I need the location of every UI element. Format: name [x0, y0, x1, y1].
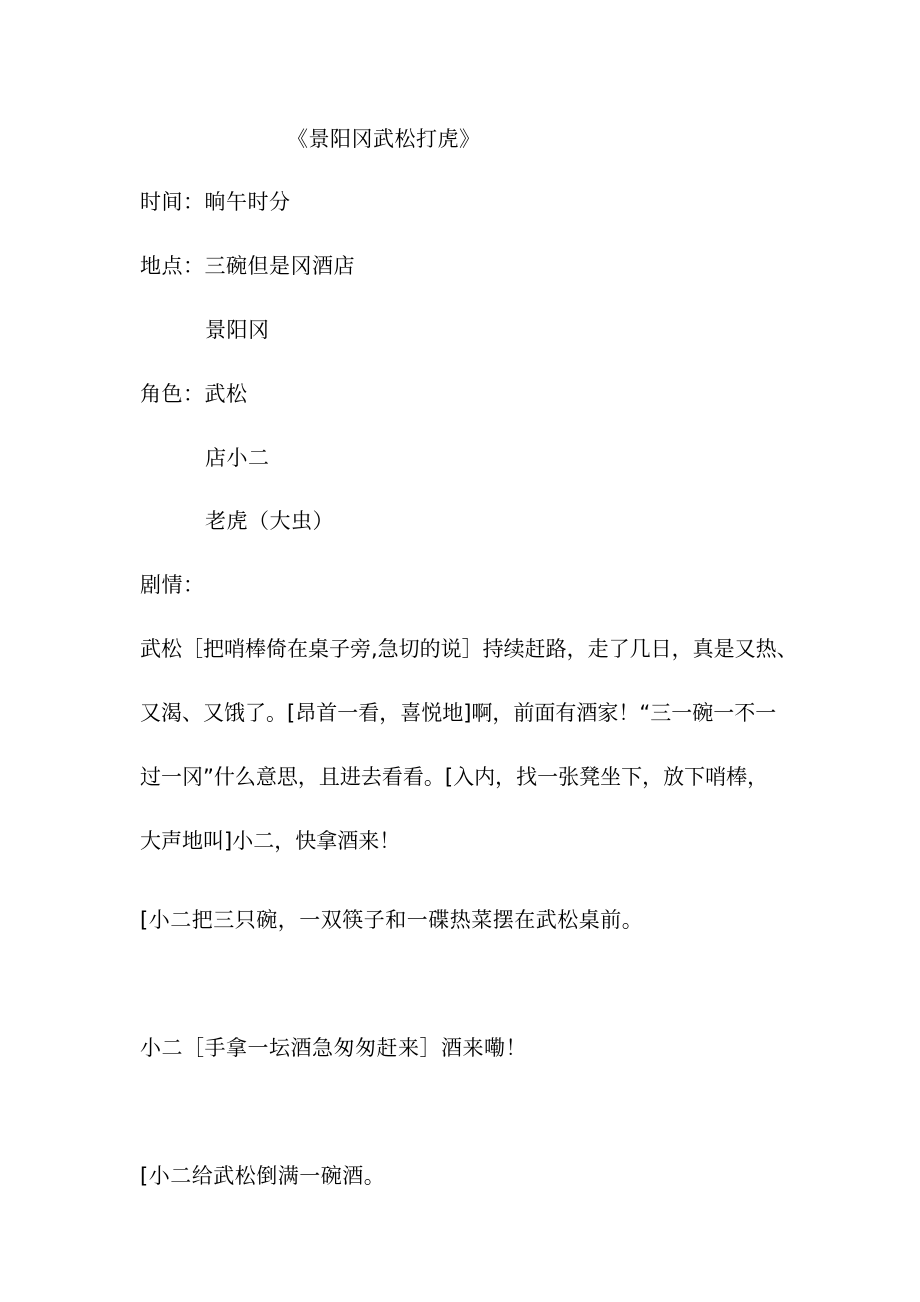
paragraph-line: 武松［把哨棒倚在桌子旁,急切的说］持续赶路，走了几日，真是又热、 [140, 637, 798, 661]
stage-direction-bowls: [小二把三只碗，一双筷子和一碟热菜摆在武松桌前。 [140, 908, 644, 932]
role-line-tertiary: 老虎（大虫） [205, 509, 334, 533]
dialogue-xiaoer: 小二［手拿一坛酒急匆匆赶来］酒来嘞！ [140, 1036, 527, 1060]
paragraph-line: 大声地叫]小二，快拿酒来！ [140, 829, 401, 853]
plot-label: 剧情： [140, 573, 205, 597]
role-line-secondary: 店小二 [205, 446, 270, 470]
paragraph-line: 过一冈”什么意思，且进去看看。[入内，找一张凳坐下，放下哨棒， [140, 765, 769, 789]
paragraph-line: 又渴、又饿了。[昂首一看，喜悦地]啊，前面有酒家！“三一碗一不一 [140, 701, 777, 725]
document-title: 《景阳冈武松打虎》 [287, 127, 481, 151]
place-line: 地点：三碗但是冈酒店 [140, 254, 355, 278]
role-line: 角色：武松 [140, 382, 248, 406]
time-line: 时间：晌午时分 [140, 190, 291, 214]
paragraph-wusong-arrives [140, 634, 798, 856]
place-line-secondary: 景阳冈 [205, 318, 270, 342]
stage-direction-pour: [小二给武松倒满一碗酒。 [140, 1164, 386, 1188]
